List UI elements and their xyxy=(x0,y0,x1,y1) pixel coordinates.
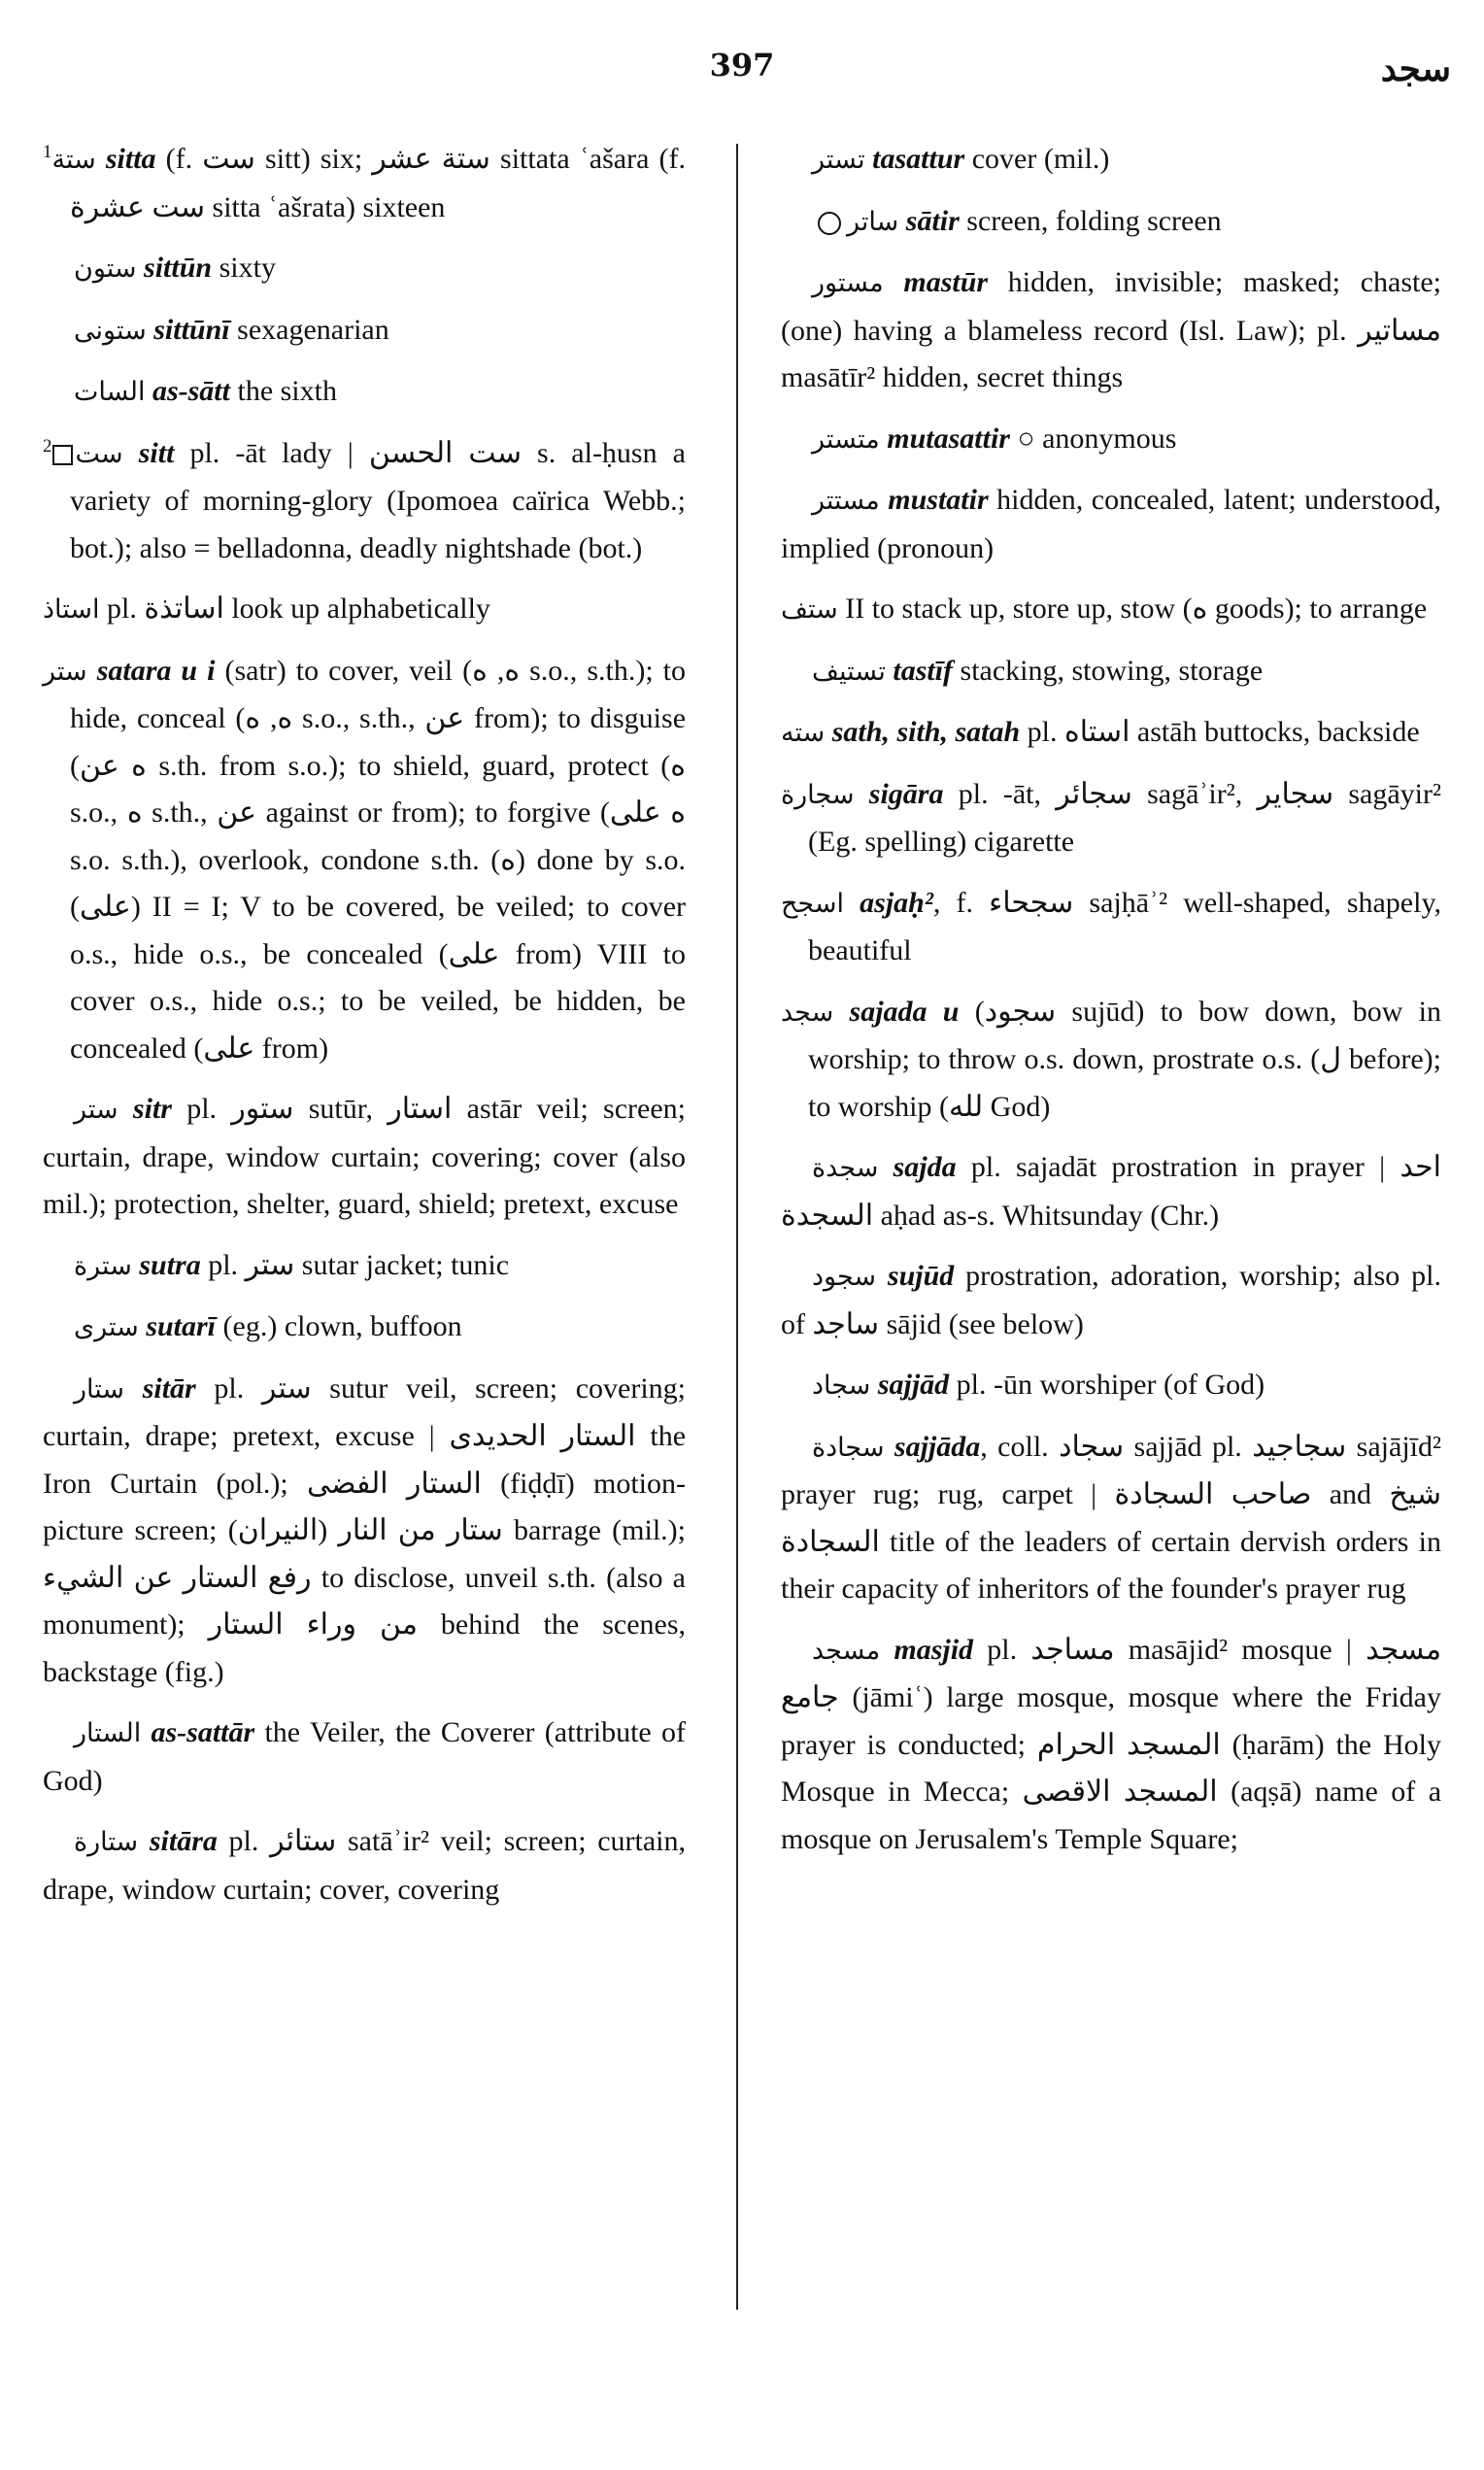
transliteration: as-sattār xyxy=(151,1716,255,1748)
dictionary-entry xyxy=(781,1627,1441,1864)
transliteration: sutarī xyxy=(146,1310,217,1342)
arabic-headword: ستف xyxy=(781,594,838,625)
definition: pl. ستور sutūr, استار astār veil; screen; curtain, drape, window curtain; covering; cover (also mil.); protection, shelter, guard, shield; pretext, excuse xyxy=(43,1093,686,1220)
transliteration: sitta xyxy=(105,143,156,175)
dictionary-entry xyxy=(43,307,686,355)
circle-symbol-icon xyxy=(818,212,841,235)
entry-superscript: 1 xyxy=(43,142,52,162)
arabic-headword: سجدة xyxy=(812,1153,879,1183)
dictionary-entry xyxy=(43,1303,686,1352)
transliteration: sujūd xyxy=(887,1260,955,1292)
transliteration: masjid xyxy=(894,1633,974,1666)
transliteration: sittūn xyxy=(144,252,213,284)
definition: pl. -āt lady | ست الحسن s. al-ḥusn a variety of morning-glory (Ipomoea caïrica Webb.; bot.); also = belladonna, deadly nightshade (bot.) xyxy=(70,436,686,564)
transliteration: tasattur xyxy=(872,143,965,175)
arabic-headword: مستور xyxy=(812,268,884,298)
transliteration: sitār xyxy=(142,1371,196,1404)
definition: pl. ستر sutar jacket; tunic xyxy=(200,1248,510,1281)
dictionary-entry xyxy=(43,1709,686,1805)
arabic-headword: سترة xyxy=(74,1250,132,1281)
dictionary-entry xyxy=(43,368,686,417)
dictionary-entry xyxy=(781,1424,1441,1613)
definition: screen, folding screen xyxy=(959,204,1222,237)
definition: (f. ست sitt) six; ستة عشر sittata ʿašara (f. ست عشرة sitta ʿašrata) sixteen xyxy=(70,143,687,223)
transliteration: sigāra xyxy=(868,777,944,810)
arabic-headword: تستر xyxy=(812,145,865,175)
left-column xyxy=(43,136,686,1927)
arabic-headword: الستار xyxy=(74,1718,142,1748)
definition: pl. sajadāt prostration in prayer | احد السجدة aḥad as-s. Whitsunday (Chr.) xyxy=(781,1151,1442,1232)
dictionary-entry xyxy=(781,709,1441,758)
definition: the sixth xyxy=(229,375,337,407)
dictionary-entry xyxy=(43,136,686,231)
dictionary-entry xyxy=(781,259,1441,402)
column-divider xyxy=(736,144,738,2310)
definition: pl. -ūn worshiper (of God) xyxy=(949,1369,1265,1401)
arabic-headword: ستون xyxy=(74,254,137,284)
definition: (satr) to cover, veil (ه, ه s.o., s.th.); to hide, conceal (ه, ه s.o., s.th., عن from); to disguise (ه عن s.th. from s.o.); to shield, guard, protect (ه s.o., ه s.th., عن against or from); to forgive (ه على s.o. s.th.), overlook, condone s.th. (ه) done by s.o. (على) II = I; V to be covered, be veiled; to cover o.s., hide o.s., be concealed (على from) VIII to cover o.s., hide o.s.; to be veiled, be hidden, be concealed (على from) xyxy=(70,654,687,1065)
dictionary-entry xyxy=(43,1818,686,1913)
transliteration: mutasattir xyxy=(887,422,1010,455)
definition: pl. ستر sutur veil, screen; covering; curtain, drape; pretext, excuse | الستار الحديدى the Iron Curtain (pol.); الستار الفضى (fiḍḍī) motion-picture screen; ستار من النار (النيران) barrage (mil.); رفع الستار عن الشيء to disclose, unveil s.th. (also a monument); من وراء الستار behind the scenes, backstage (fig.) xyxy=(43,1371,687,1688)
definition: , coll. سجاد sajjād pl. سجاجيد sajājīd² prayer rug; rug, carpet | صاحب السجادة and شيخ السجادة title of the leaders of certain dervish orders in their capacity of inheritors of the founder's prayer rug xyxy=(781,1430,1441,1605)
definition: II to stack up, store up, stow (ه goods); to arrange xyxy=(845,592,1428,625)
arabic-headword: سجاد xyxy=(812,1370,871,1401)
transliteration: sitt xyxy=(138,436,175,469)
definition: pl. مساجد masājid² mosque | مسجد جامع (jāmiʿ) large mosque, mosque where the Friday prayer is conducted; المسجد الحرام (ḥarām) the Holy Mosque in Mecca; المسجد الاقصى (aqṣā) name of a mosque on Jerusalem's Temple Square; xyxy=(781,1633,1442,1855)
dictionary-entry xyxy=(43,245,686,293)
arabic-headword: السات xyxy=(74,377,146,407)
dictionary-entry xyxy=(781,477,1441,572)
dictionary-entry xyxy=(781,586,1441,634)
dictionary-entry xyxy=(781,771,1441,866)
definition: cover (mil.) xyxy=(964,143,1110,175)
definition: pl. -āt, سجائر sagāʾir², سجاير sagāyir² (Eg. spelling) cigarette xyxy=(808,777,1442,858)
arabic-headword: سجد xyxy=(781,997,834,1028)
dictionary-entry xyxy=(781,198,1441,247)
transliteration: sajda xyxy=(893,1151,957,1183)
dictionary-entry xyxy=(43,1242,686,1291)
arabic-headword: ستة xyxy=(51,145,96,175)
definition: sexagenarian xyxy=(229,313,389,346)
transliteration: asjaḥ² xyxy=(860,886,933,919)
arabic-headword: ستر xyxy=(43,656,87,687)
transliteration: sittūnī xyxy=(153,313,230,346)
definition: stacking, stowing, storage xyxy=(953,654,1264,687)
definition: prostration, adoration, worship; also pl. of ساجد sājid (see below) xyxy=(781,1260,1441,1340)
definition: (سجود sujūd) to bow down, bow in worship; to throw o.s. down, prostrate o.s. (ل before); to worship (لله God) xyxy=(808,995,1441,1123)
dictionary-entry xyxy=(781,648,1441,696)
transliteration: sitr xyxy=(132,1093,172,1125)
transliteration: sitāra xyxy=(149,1825,218,1857)
transliteration: sutra xyxy=(139,1248,201,1281)
definition: the Veiler, the Coverer (attribute of God) xyxy=(43,1716,686,1797)
arabic-headword: ست xyxy=(75,438,123,469)
dictionary-entry xyxy=(781,136,1441,185)
arabic-headword: سترى xyxy=(74,1312,139,1342)
definition: hidden, invisible; masked; chaste; (one) having a blameless record (Isl. Law); pl. مساتير masātīr² hidden, secret things xyxy=(781,266,1441,393)
dictionary-entry xyxy=(781,416,1441,464)
transliteration: sātir xyxy=(905,204,960,237)
transliteration: sajjāda xyxy=(894,1430,981,1463)
dictionary-entry xyxy=(781,1362,1441,1410)
arabic-headword: ستارة xyxy=(74,1827,139,1857)
dictionary-entry xyxy=(781,989,1441,1132)
transliteration: satara u i xyxy=(96,654,216,687)
dictionary-entry xyxy=(43,1086,686,1229)
transliteration: as-sātt xyxy=(152,375,230,407)
definition: (eg.) clown, buffoon xyxy=(216,1310,462,1342)
definition: hidden, concealed, latent; understood, implied (pronoun) xyxy=(781,484,1442,564)
transliteration: sajada u xyxy=(849,995,960,1028)
arabic-headword: سجادة xyxy=(812,1432,885,1463)
running-head: سجد xyxy=(1380,49,1451,89)
transliteration: mustatir xyxy=(888,484,989,516)
right-column xyxy=(781,136,1441,1877)
definition: pl. اساتذة look up alphabetically xyxy=(107,592,490,625)
dictionary-entry xyxy=(781,1253,1441,1348)
arabic-headword: سجارة xyxy=(781,779,855,810)
dictionary-entry xyxy=(781,880,1441,975)
arabic-headword: متستر xyxy=(812,423,880,455)
definition: pl. استاه astāh buttocks, backside xyxy=(1020,716,1420,748)
page-number: 397 xyxy=(709,47,775,84)
dictionary-entry xyxy=(43,648,686,1073)
arabic-headword: ستونى xyxy=(74,315,147,346)
arabic-headword: مستتر xyxy=(812,486,880,516)
transliteration: sajjād xyxy=(877,1369,950,1401)
dictionary-entry xyxy=(43,586,686,634)
arabic-headword: مسجد xyxy=(812,1635,881,1666)
transliteration: mastūr xyxy=(903,266,989,298)
dictionary-entry xyxy=(43,1366,686,1697)
definition: pl. ستائر satāʾir² veil; screen; curtain, drape, window curtain; cover, covering xyxy=(43,1825,686,1906)
arabic-headword: تستيف xyxy=(812,656,886,687)
transliteration: tastīf xyxy=(893,654,954,687)
square-symbol-icon xyxy=(52,445,73,465)
dictionary-entry xyxy=(43,430,686,573)
dictionary-entry xyxy=(781,1144,1441,1239)
arabic-headword: اسجح xyxy=(781,888,844,919)
arabic-headword: استاذ xyxy=(43,594,100,625)
transliteration: sath, sith, satah xyxy=(831,716,1021,748)
definition: ○ anonymous xyxy=(1009,422,1177,455)
arabic-headword: ستار xyxy=(74,1373,125,1404)
arabic-headword: سته xyxy=(781,718,826,748)
arabic-headword: ستر xyxy=(74,1095,118,1125)
definition: sixty xyxy=(212,252,276,284)
entry-superscript: 2 xyxy=(43,435,52,457)
arabic-headword: سجود xyxy=(812,1262,877,1292)
definition: , f. سجحاء sajḥāʾ² well-shaped, shapely, beautiful xyxy=(808,886,1442,966)
arabic-headword: ساتر xyxy=(847,206,899,237)
